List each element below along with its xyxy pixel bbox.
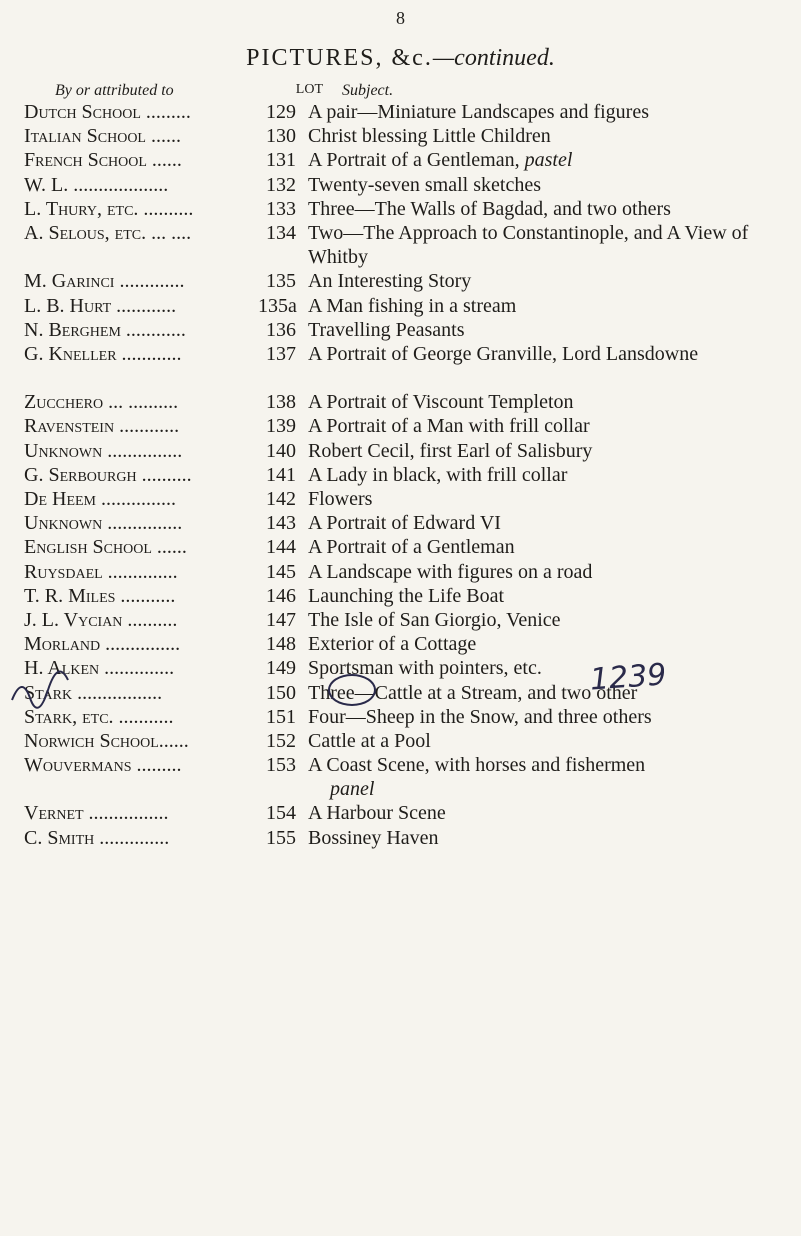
subject-text: Three—The Walls of Bagdad, and two others (308, 197, 671, 220)
subject-text: A Landscape with figures on a road (308, 560, 593, 583)
table-row (0, 269, 801, 293)
table-row (0, 705, 801, 729)
subject-text: A Coast Scene, with horses and fishermen (308, 754, 646, 777)
lot-number: 152 (266, 729, 296, 752)
subject-text: A Portrait of George Granville, Lord Lansdowne (308, 342, 699, 365)
table-row (0, 439, 801, 463)
lot-number: 135 (266, 270, 296, 293)
table-row (0, 681, 801, 705)
lot-number: 137 (266, 342, 296, 365)
subject-text: A Portrait of Viscount Templeton (308, 391, 574, 414)
artist-name: J. L. Vycian .......... (24, 608, 178, 631)
page-heading (0, 45, 801, 72)
artist-name: Ruysdael .............. (24, 560, 178, 583)
lot-number: 155 (266, 826, 296, 849)
artist-name: De Heem ............... (24, 488, 176, 511)
subject-cell (306, 560, 768, 584)
lot-number: 148 (266, 633, 296, 656)
subject-cell (306, 656, 768, 680)
subject-text: An Interesting Story (308, 270, 472, 293)
subject-medium: panel (330, 778, 375, 801)
subject-cell (306, 148, 768, 172)
subject-cell (306, 826, 768, 850)
artist-name: C. Smith .............. (24, 826, 170, 849)
handwritten-annotation: 1239 (588, 657, 668, 698)
subject-text: A Lady in black, with frill collar (308, 463, 568, 486)
subject-cell (306, 584, 768, 608)
artist-name: T. R. Miles ........... (24, 584, 176, 607)
artist-name: N. Berghem ............ (24, 318, 186, 341)
table-row (0, 753, 801, 801)
lot-number: 147 (266, 608, 296, 631)
lot-number: 140 (266, 439, 296, 462)
table-row (0, 826, 801, 850)
subject-cell (306, 318, 768, 342)
page-number: 8 (396, 8, 405, 28)
artist-name: Unknown ............... (24, 512, 183, 535)
artist-name: Stark, etc. ........... (24, 705, 174, 728)
subject-text: Twenty-seven small sketches (308, 173, 541, 196)
table-row (0, 656, 801, 680)
subject-text: Launching the Life Boat (308, 584, 505, 607)
subject-cell (306, 801, 768, 825)
artist-name: Italian School ...... (24, 125, 181, 148)
subject-text: A pair—Miniature Landscapes and figures (308, 101, 650, 123)
lot-number: 129 (266, 101, 296, 123)
artist-name: Dutch School ......... (24, 101, 191, 123)
column-header-lot: LOT (295, 82, 323, 97)
subject-cell (306, 439, 768, 463)
lot-number: 141 (266, 463, 296, 486)
table-row (0, 342, 801, 390)
lot-number: 131 (266, 149, 296, 172)
lot-number: 142 (266, 488, 296, 511)
lot-146-circle (328, 674, 376, 706)
lot-number: 149 (266, 657, 296, 680)
table-row (0, 487, 801, 511)
table-row (0, 173, 801, 197)
artist-name: L. Thury, etc. .......... (24, 197, 194, 220)
subject-text: Exterior of a Cottage (308, 633, 477, 656)
table-row (0, 148, 801, 172)
table-row (0, 463, 801, 487)
table-row (0, 608, 801, 632)
subject-cell (306, 729, 768, 753)
table-row (0, 729, 801, 753)
table-row (0, 318, 801, 342)
heading-continued: —continued. (432, 45, 555, 71)
subject-text: A Portrait of a Gentleman (308, 536, 515, 559)
subject-text: Four—Sheep in the Snow, and three others (308, 705, 652, 728)
subject-cell (306, 753, 768, 801)
artist-name: G. Serbourgh .......... (24, 463, 192, 486)
artist-name: French School ...... (24, 149, 182, 172)
lot-number: 130 (266, 125, 296, 148)
subject-text: Travelling Peasants (308, 318, 465, 341)
table-row (0, 801, 801, 825)
subject-cell (306, 608, 768, 632)
artist-name: Stark ................. (24, 681, 163, 704)
subject-text: Sportsman with pointers, etc. (308, 657, 542, 680)
subject-cell (306, 705, 768, 729)
table-row (0, 584, 801, 608)
artist-name: Wouvermans ......... (24, 754, 182, 777)
artist-name: Vernet ................ (24, 802, 169, 825)
lot-list (0, 100, 801, 850)
artist-name: Unknown ............... (24, 439, 183, 462)
lot-number: 144 (266, 536, 296, 559)
table-row (0, 221, 801, 269)
lot-number: 146 (266, 584, 296, 607)
table-row (0, 100, 801, 124)
subject-cell (306, 535, 768, 559)
subject-cell (306, 342, 768, 366)
artist-name: Morland ............... (24, 633, 181, 656)
artist-name: English School ...... (24, 536, 187, 559)
table-row (0, 197, 801, 221)
table-row (0, 511, 801, 535)
artist-name: Ravenstein ............ (24, 415, 180, 438)
artist-name: M. Garinci ............. (24, 270, 185, 293)
subject-cell (306, 463, 768, 487)
lot-number: 132 (266, 173, 296, 196)
subject-cell (306, 511, 768, 535)
margin-scribble-icon (10, 670, 70, 710)
subject-cell (306, 124, 768, 148)
lot-number: 138 (266, 391, 296, 414)
lot-number: 153 (266, 754, 296, 777)
lot-number: 133 (266, 197, 296, 220)
lot-number: 135a (258, 294, 297, 317)
artist-name: Norwich School...... (24, 729, 189, 752)
table-row (0, 535, 801, 559)
column-header-artist: By or attributed to (55, 82, 174, 99)
lot-number: 151 (266, 705, 296, 728)
subject-cell (306, 487, 768, 511)
lot-number: 136 (266, 318, 296, 341)
subject-cell (306, 197, 768, 221)
lot-number: 154 (266, 802, 296, 825)
table-row (0, 390, 801, 414)
artist-name: W. L. ................... (24, 173, 169, 196)
table-row (0, 632, 801, 656)
artist-name: G. Kneller ............ (24, 342, 182, 365)
artist-name: L. B. Hurt ............ (24, 294, 177, 317)
subject-text: The Isle of San Giorgio, Venice (308, 608, 561, 631)
subject-cell (306, 173, 768, 197)
lot-number: 150 (266, 681, 296, 704)
subject-text: A Man fishing in a stream (308, 294, 517, 317)
subject-cell (306, 221, 768, 269)
artist-name: Zucchero ... .......... (24, 391, 179, 414)
subject-cell (306, 390, 768, 414)
subject-cell (306, 294, 768, 318)
subject-text: Christ blessing Little Children (308, 125, 551, 148)
lot-number: 143 (266, 512, 296, 535)
subject-text: Flowers (308, 488, 373, 511)
table-row (0, 294, 801, 318)
table-row (0, 414, 801, 438)
table-row (0, 124, 801, 148)
heading-title: PICTURES, &c. (246, 45, 433, 71)
subject-cell (306, 632, 768, 656)
subject-cell (306, 414, 768, 438)
subject-text: Two—The Approach to Constantinople, and A View of Whitby (308, 221, 749, 269)
subject-cell (306, 269, 768, 293)
subject-text: Bossiney Haven (308, 826, 439, 849)
subject-text: A Portrait of a Man with frill collar (308, 415, 590, 438)
lot-number: 139 (266, 415, 296, 438)
subject-text: Robert Cecil, first Earl of Salisbury (308, 439, 593, 462)
subject-text: A Portrait of a Gentleman, (308, 149, 520, 172)
column-header-subject: Subject. (342, 82, 394, 99)
table-row (0, 560, 801, 584)
lot-number: 134 (266, 221, 296, 244)
artist-name: H. Alken .............. (24, 657, 175, 680)
subject-text: Cattle at a Pool (308, 729, 431, 752)
subject-text: Three—Cattle at a Stream, and two other (308, 681, 638, 704)
lot-number: 145 (266, 560, 296, 583)
artist-name: A. Selous, etc. ... .... (24, 221, 192, 244)
subject-text: A Portrait of Edward VI (308, 512, 501, 535)
subject-cell (306, 100, 768, 124)
subject-text: A Harbour Scene (308, 802, 446, 825)
subject-medium: pastel (524, 149, 573, 172)
